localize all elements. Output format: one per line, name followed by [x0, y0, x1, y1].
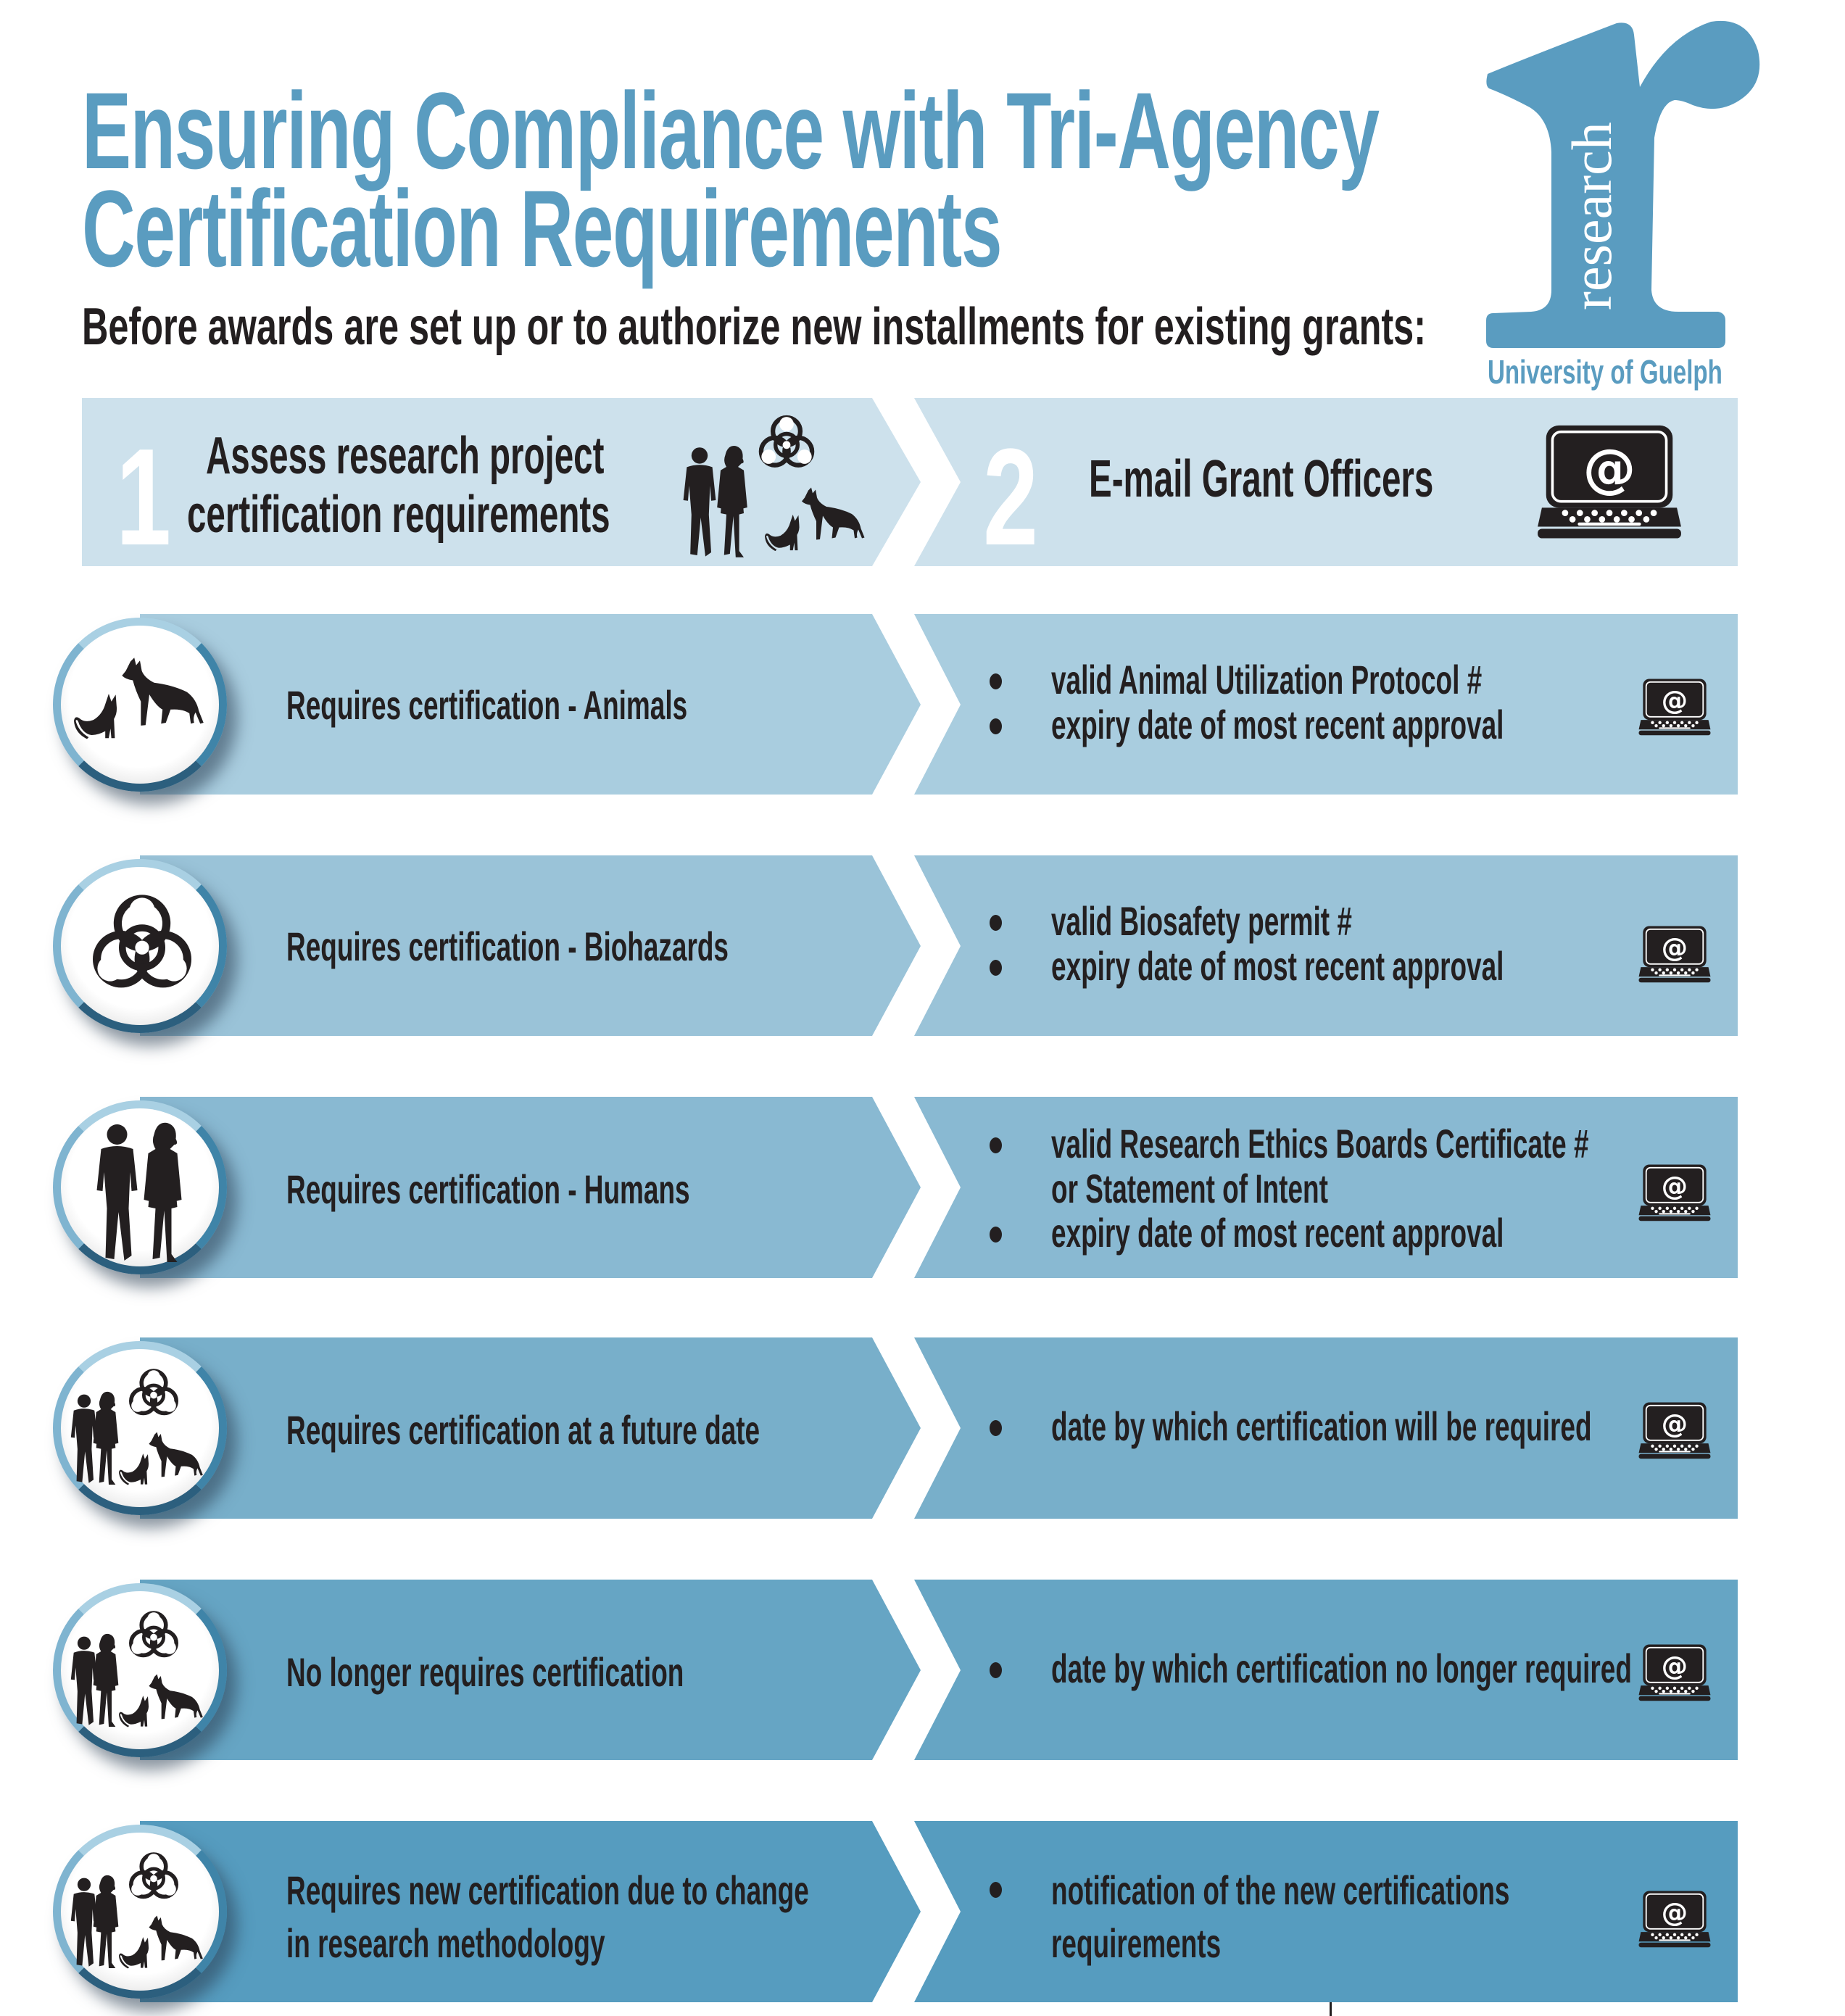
requirement-item: date by which certification no longer required: [990, 1646, 1845, 1691]
requirement-item: expiry date of most recent approval: [990, 702, 1737, 747]
row-label: Requires certification - Animals: [286, 682, 688, 728]
dog-icon: [794, 485, 866, 547]
all-categories-badge: [53, 1825, 227, 1999]
page-title-line2: Certification Requirements: [82, 167, 1002, 289]
row-biohazards: [0, 855, 1845, 1036]
woman-icon: [714, 444, 750, 560]
all-categories-badge: [53, 1583, 227, 1757]
computer-email-icon: [1530, 423, 1689, 539]
subtitle: Before awards are set up or to authorize new installments for existing grants:: [82, 298, 1427, 356]
computer-email-icon: [1636, 1401, 1713, 1459]
row-requirements: [990, 1864, 1746, 1970]
row-label: Requires certification - Biohazards: [286, 924, 729, 969]
requirement-item: expiry date of most recent approval: [990, 944, 1737, 989]
row-label: Requires certification - Humans: [286, 1166, 690, 1212]
step-1-label: Assess research project certification requirements: [187, 427, 610, 544]
row-future-date: [0, 1337, 1845, 1519]
requirement-item-continued: requirements: [1051, 1920, 1222, 1966]
computer-email-icon: [1636, 1163, 1713, 1221]
row-label: Requires new certification due to change in research methodology: [286, 1867, 809, 1966]
requirement-item: notification of the new certifications: [990, 1864, 1746, 1917]
man-icon: [681, 445, 718, 561]
university-logo: [1472, 14, 1776, 362]
step-2-number: 2: [983, 420, 1039, 574]
computer-email-icon: [1636, 925, 1713, 983]
research-r-icon: [1472, 14, 1776, 362]
requirement-item: valid Research Ethics Boards Certificate #: [990, 1121, 1845, 1166]
requirement-item: valid Biosafety permit #: [990, 899, 1737, 944]
computer-email-icon: [1636, 678, 1713, 736]
header-band: [0, 398, 1845, 574]
row-label: No longer requires certification: [286, 1649, 684, 1695]
page-title-line1: Ensuring Compliance with Tri-Agency: [82, 70, 1379, 191]
row-requirements: [990, 658, 1737, 747]
row-animals: [0, 614, 1845, 795]
row-requirements: [990, 899, 1737, 988]
institution-name: University of Guelph: [1488, 353, 1722, 391]
row-requirements: [990, 1404, 1845, 1449]
requirement-item: expiry date of most recent approval: [990, 1211, 1845, 1256]
row-requirements: [990, 1646, 1845, 1691]
svg-text:research: research: [1560, 122, 1623, 310]
biohazard-badge: [53, 859, 227, 1033]
divider-line: [1330, 2002, 1332, 2016]
animals-badge: [53, 618, 227, 792]
humans-badge: [53, 1100, 227, 1274]
requirement-item: valid Animal Utilization Protocol #: [990, 658, 1737, 702]
requirement-item-continued: or Statement of Intent: [1051, 1165, 1328, 1211]
requirement-item: date by which certification will be required: [990, 1404, 1845, 1449]
step-2-label: E-mail Grant Officers: [1089, 450, 1434, 508]
row-humans: [0, 1097, 1845, 1278]
row-methodology-change: [0, 1821, 1845, 2002]
step-1-number: 1: [116, 420, 172, 574]
row-label: Requires certification at a future date: [286, 1407, 760, 1453]
computer-email-icon: [1636, 1890, 1713, 1948]
all-categories-badge: [53, 1341, 227, 1515]
row-no-longer-required: [0, 1580, 1845, 1760]
biohazard-icon: [754, 411, 819, 476]
computer-email-icon: [1636, 1643, 1713, 1701]
row-requirements: [990, 1121, 1845, 1256]
